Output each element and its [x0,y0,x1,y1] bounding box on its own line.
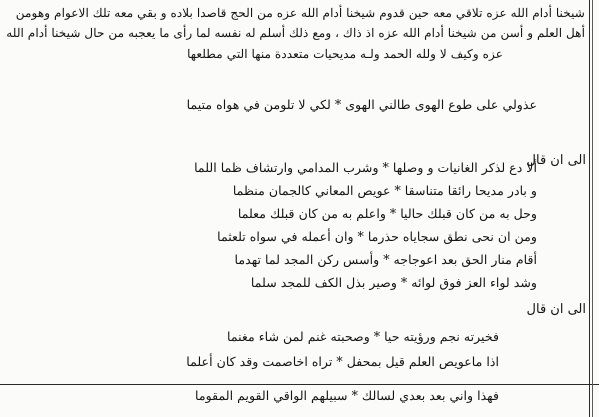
section-label: الى ان قال [526,302,586,317]
verse-line: فهذا واني بعد بعدي لسالك * سبيلهم الواقي القويم المقوما [195,388,499,403]
prose-line: أهل العلم و أسن من شيخنا أدام الله عزه اذ ذاك ، ومع ذلك أسلم له نفسه لما رأى ما يعجبه من حال شيخنا أدام الله [6,26,585,40]
verse-line: و بادر مديحا رائقا متناسقا * عويص المعاني كالجمان منظما [232,183,537,198]
verse-line: وحل به من كان قبلك حاليا * واعلم به من كان قبلك معلما [237,206,537,221]
opening-verse: عذولي على طوع الهوى طالني الهوى * لكي لا تلومن في هواه متيما [186,97,537,112]
verse-line: فخيرته نجم ورؤيته حيا * وصحبته غنم لمن شاء مغنما [226,329,499,344]
frame-border-right-outer [592,0,593,417]
verse-line: ومن ان نحى نطق سجاياه حذرما * وان أعمله في سواه تلعثما [217,229,537,244]
section-label: الى ان قال [526,153,586,168]
prose-line: شيخنا أدام الله عزه تلاقي معه حين قدوم شيخنا أدام الله عزه من الحج قاصدا بلاده و بقي معه تلك الاعوام وهومن [15,6,585,20]
verse-line: اذا ماعويص العلم قيل بمحفل * تراه اخاصمت وقد كان أعلما [186,354,499,369]
verse-line: وشد لواء العز فوق لوائه * وصير بذل الكف للمجد سلما [250,275,537,290]
frame-border-right [589,0,590,417]
verse-line: ألا دع لذكر الغانيات و وصلها * وشرب المدامي وارتشاف ظما اللما [194,160,537,175]
frame-border-bottom [0,384,599,385]
verse-line: أقام منار الحق بعد اعوجاجه * وأسس ركن المجد لما تهدما [234,252,537,267]
prose-line: عزه وكيف لا ولله الحمد ولـه مديحيات متعددة منها التي مطلعها [187,47,503,61]
